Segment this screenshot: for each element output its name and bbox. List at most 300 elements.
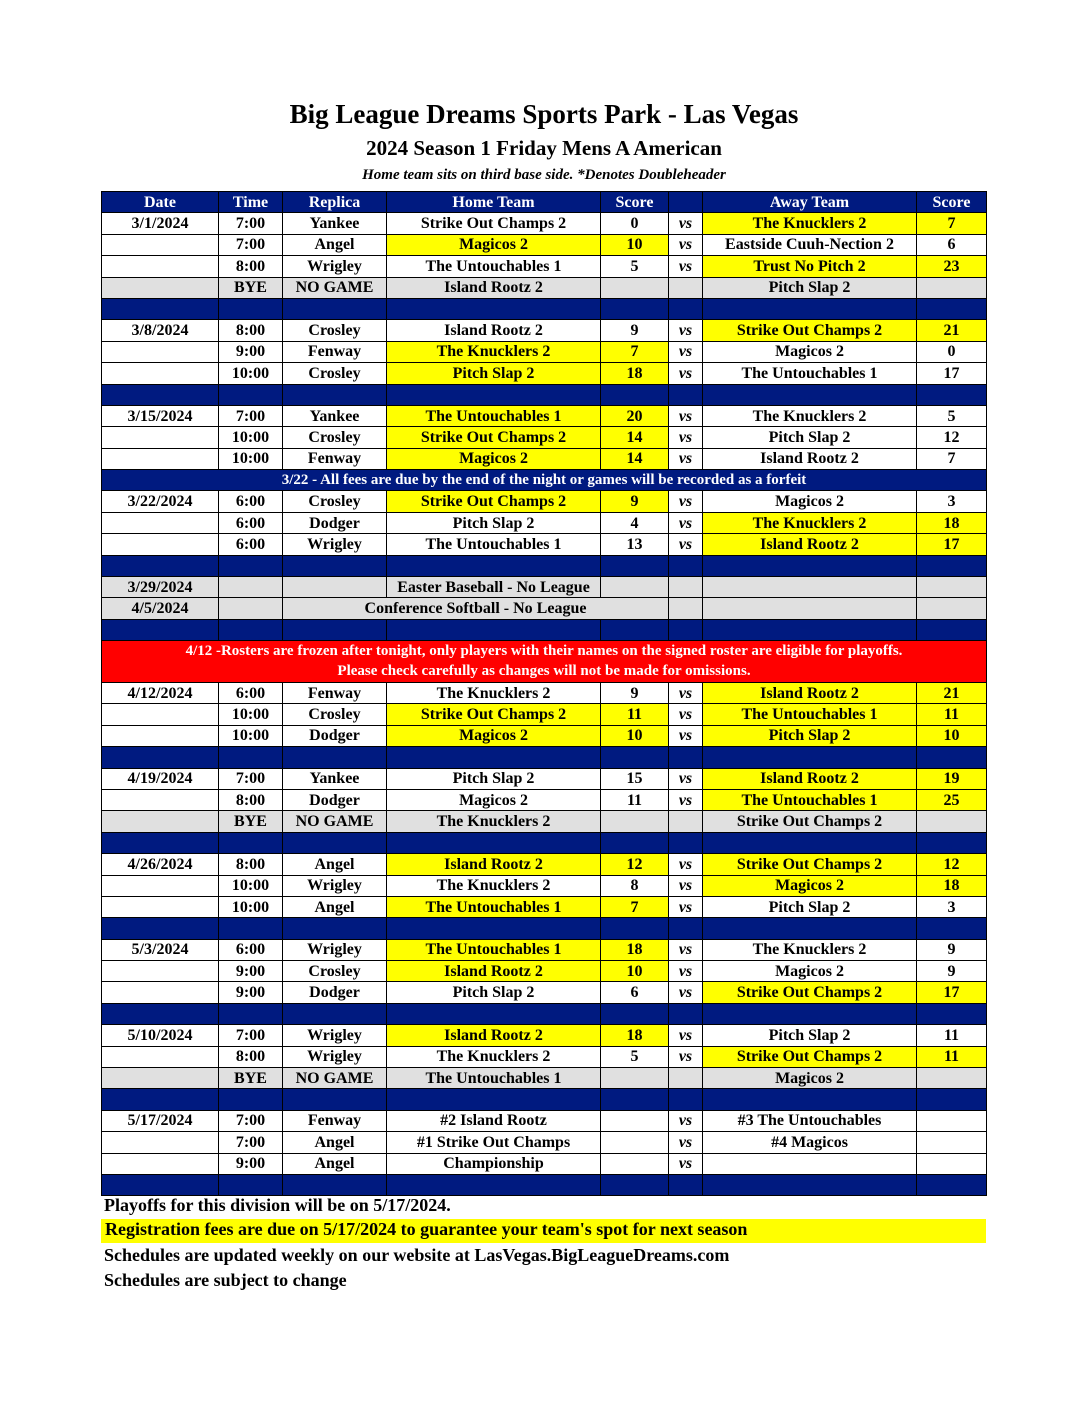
home-team-cell: The Knucklers 2	[387, 875, 601, 896]
home-score-cell: 10	[601, 961, 669, 982]
away-team-cell: The Knucklers 2	[703, 213, 917, 234]
replica-cell: Fenway	[283, 448, 387, 469]
time-cell: 7:00	[219, 213, 283, 234]
replica-cell: Yankee	[283, 405, 387, 426]
time-cell: 10:00	[219, 427, 283, 448]
game-row	[102, 341, 987, 362]
home-team-cell: The Knucklers 2	[387, 341, 601, 362]
away-score-cell: 23	[917, 256, 987, 277]
home-team-cell: Island Rootz 2	[387, 320, 601, 341]
vs-cell: vs	[669, 875, 703, 896]
date-cell	[102, 534, 219, 555]
replica-cell: Angel	[283, 1132, 387, 1153]
home-team-cell: Pitch Slap 2	[387, 363, 601, 384]
away-score-cell: 10	[917, 725, 987, 746]
vs-cell: vs	[669, 234, 703, 255]
time-cell: 9:00	[219, 1153, 283, 1174]
separator-cell	[219, 747, 283, 768]
time-cell: 10:00	[219, 704, 283, 725]
away-team-cell: Strike Out Champs 2	[703, 811, 917, 832]
separator-cell	[601, 747, 669, 768]
away-score-cell: 21	[917, 682, 987, 703]
home-score-cell	[601, 277, 669, 298]
vs-cell: vs	[669, 1132, 703, 1153]
separator-cell	[283, 619, 387, 640]
away-team-cell: Island Rootz 2	[703, 534, 917, 555]
footer-playoffs-note: Playoffs for this division will be on 5/17/2024.	[104, 1195, 451, 1215]
vs-cell	[669, 277, 703, 298]
separator-cell	[669, 832, 703, 853]
separator-cell	[601, 832, 669, 853]
date-cell	[102, 363, 219, 384]
separator-cell	[601, 619, 669, 640]
date-cell	[102, 811, 219, 832]
time-cell: 6:00	[219, 491, 283, 512]
home-team-cell: The Knucklers 2	[387, 811, 601, 832]
replica-cell: Wrigley	[283, 256, 387, 277]
bye-row	[102, 277, 987, 298]
date-cell	[102, 1046, 219, 1067]
date-cell	[102, 512, 219, 533]
separator-cell	[601, 1089, 669, 1110]
home-score-cell: 5	[601, 256, 669, 277]
separator-cell	[283, 1089, 387, 1110]
col-header-vs	[669, 192, 703, 213]
date-cell	[102, 341, 219, 362]
vs-cell: vs	[669, 534, 703, 555]
vs-cell: vs	[669, 405, 703, 426]
schedule-body	[102, 213, 987, 1196]
home-score-cell	[601, 1132, 669, 1153]
vs-cell: vs	[669, 982, 703, 1003]
away-team-cell: The Untouchables 1	[703, 363, 917, 384]
replica-cell: Crosley	[283, 704, 387, 725]
away-score-cell: 9	[917, 961, 987, 982]
vs-cell: vs	[669, 961, 703, 982]
separator-cell	[703, 384, 917, 405]
home-score-cell: 8	[601, 875, 669, 896]
separator-row	[102, 298, 987, 319]
home-team-note: Home team sits on third base side. *Denotes Doubleheader	[362, 167, 726, 183]
vs-cell: vs	[669, 939, 703, 960]
replica-cell: Dodger	[283, 512, 387, 533]
separator-cell	[219, 1174, 283, 1195]
vs-cell: vs	[669, 768, 703, 789]
time-cell: 6:00	[219, 939, 283, 960]
bye-row	[102, 811, 987, 832]
date-cell: 4/19/2024	[102, 768, 219, 789]
date-cell	[102, 427, 219, 448]
date-cell: 5/3/2024	[102, 939, 219, 960]
time-cell: 7:00	[219, 1132, 283, 1153]
separator-cell	[102, 1003, 219, 1024]
separator-row	[102, 832, 987, 853]
replica-cell: Crosley	[283, 961, 387, 982]
away-team-cell: #4 Magicos	[703, 1132, 917, 1153]
home-score-cell: 15	[601, 768, 669, 789]
home-team-cell: Championship	[387, 1153, 601, 1174]
away-score-cell	[917, 1153, 987, 1174]
separator-cell	[387, 747, 601, 768]
away-team-cell: #3 The Untouchables	[703, 1110, 917, 1131]
away-team-cell: Magicos 2	[703, 341, 917, 362]
date-cell: 4/26/2024	[102, 854, 219, 875]
away-team-cell: Island Rootz 2	[703, 768, 917, 789]
vs-cell: vs	[669, 341, 703, 362]
home-team-cell: Pitch Slap 2	[387, 982, 601, 1003]
separator-cell	[102, 918, 219, 939]
time-cell: 7:00	[219, 1110, 283, 1131]
separator-cell	[669, 1003, 703, 1024]
separator-cell	[219, 832, 283, 853]
time-cell: 6:00	[219, 534, 283, 555]
separator-cell	[917, 1174, 987, 1195]
date-cell	[102, 704, 219, 725]
away-score-cell: 11	[917, 704, 987, 725]
separator-cell	[917, 555, 987, 576]
playoff-game-row	[102, 1153, 987, 1174]
home-score-cell: 10	[601, 234, 669, 255]
vs-cell: vs	[669, 320, 703, 341]
separator-cell	[703, 555, 917, 576]
game-row	[102, 982, 987, 1003]
time-cell: 8:00	[219, 1046, 283, 1067]
separator-cell	[917, 1089, 987, 1110]
vs-cell	[669, 811, 703, 832]
separator-cell	[669, 298, 703, 319]
away-score-cell	[917, 1110, 987, 1131]
time-cell: 10:00	[219, 448, 283, 469]
game-row	[102, 896, 987, 917]
separator-cell	[102, 384, 219, 405]
replica-cell: Crosley	[283, 427, 387, 448]
separator-cell	[669, 1089, 703, 1110]
separator-cell	[703, 1089, 917, 1110]
date-cell	[102, 1068, 219, 1089]
away-score-cell: 17	[917, 982, 987, 1003]
home-score-cell: 9	[601, 320, 669, 341]
replica-cell: NO GAME	[283, 1068, 387, 1089]
roster-notice-text: Please check carefully as changes will not be made for omissions.	[102, 662, 987, 683]
footer-website-note: Schedules are updated weekly on our website at LasVegas.BigLeagueDreams.com	[104, 1245, 730, 1265]
vs-cell: vs	[669, 448, 703, 469]
separator-cell	[917, 832, 987, 853]
away-team-cell	[703, 598, 917, 619]
game-row	[102, 234, 987, 255]
time-cell: 9:00	[219, 982, 283, 1003]
vs-cell: vs	[669, 789, 703, 810]
away-score-cell: 25	[917, 789, 987, 810]
separator-cell	[387, 918, 601, 939]
separator-cell	[219, 384, 283, 405]
vs-cell: vs	[669, 682, 703, 703]
away-team-cell: The Knucklers 2	[703, 939, 917, 960]
replica-cell: Angel	[283, 896, 387, 917]
separator-cell	[703, 619, 917, 640]
home-score-cell	[601, 1068, 669, 1089]
home-score-cell: 10	[601, 725, 669, 746]
game-row	[102, 789, 987, 810]
replica-cell: Wrigley	[283, 1025, 387, 1046]
separator-cell	[703, 1174, 917, 1195]
date-cell	[102, 234, 219, 255]
no-league-text: Conference Softball - No League	[283, 598, 669, 619]
date-cell	[102, 896, 219, 917]
time-cell: BYE	[219, 277, 283, 298]
away-score-cell: 18	[917, 512, 987, 533]
away-score-cell: 0	[917, 341, 987, 362]
away-team-cell: Strike Out Champs 2	[703, 1046, 917, 1067]
date-cell	[102, 1132, 219, 1153]
game-row	[102, 363, 987, 384]
separator-cell	[669, 555, 703, 576]
away-team-cell: Pitch Slap 2	[703, 1025, 917, 1046]
date-cell	[102, 1153, 219, 1174]
date-cell	[102, 875, 219, 896]
separator-cell	[669, 918, 703, 939]
time-cell: 9:00	[219, 961, 283, 982]
separator-cell	[283, 1174, 387, 1195]
away-score-cell: 11	[917, 1046, 987, 1067]
separator-cell	[703, 747, 917, 768]
home-score-cell	[601, 811, 669, 832]
game-row	[102, 875, 987, 896]
separator-cell	[917, 384, 987, 405]
game-row	[102, 725, 987, 746]
separator-cell	[917, 619, 987, 640]
away-team-cell: Pitch Slap 2	[703, 277, 917, 298]
away-score-cell: 19	[917, 768, 987, 789]
game-row	[102, 405, 987, 426]
date-cell: 3/8/2024	[102, 320, 219, 341]
away-team-cell: The Untouchables 1	[703, 704, 917, 725]
game-row	[102, 320, 987, 341]
date-cell: 3/29/2024	[102, 577, 219, 598]
home-score-cell: 14	[601, 448, 669, 469]
replica-cell: Wrigley	[283, 875, 387, 896]
replica-cell: NO GAME	[283, 277, 387, 298]
replica-cell: Angel	[283, 854, 387, 875]
home-score-cell: 7	[601, 341, 669, 362]
game-row	[102, 854, 987, 875]
away-score-cell: 7	[917, 213, 987, 234]
home-team-cell: The Untouchables 1	[387, 939, 601, 960]
vs-cell: vs	[669, 491, 703, 512]
away-score-cell: 18	[917, 875, 987, 896]
home-score-cell: 7	[601, 896, 669, 917]
game-row	[102, 512, 987, 533]
away-team-cell: Magicos 2	[703, 491, 917, 512]
page-subtitle: 2024 Season 1 Friday Mens A American	[366, 136, 722, 160]
fee-notice-row	[102, 470, 987, 491]
game-row	[102, 491, 987, 512]
game-row	[102, 682, 987, 703]
vs-cell: vs	[669, 854, 703, 875]
separator-cell	[387, 555, 601, 576]
game-row	[102, 448, 987, 469]
separator-cell	[283, 555, 387, 576]
home-score-cell: 5	[601, 1046, 669, 1067]
home-score-cell: 9	[601, 682, 669, 703]
separator-cell	[102, 832, 219, 853]
vs-cell: vs	[669, 363, 703, 384]
home-team-cell: The Untouchables 1	[387, 256, 601, 277]
home-team-cell: Strike Out Champs 2	[387, 427, 601, 448]
vs-cell	[669, 577, 703, 598]
away-score-cell	[917, 1132, 987, 1153]
page-title: Big League Dreams Sports Park - Las Vegas	[289, 99, 799, 129]
away-team-cell: Pitch Slap 2	[703, 427, 917, 448]
vs-cell	[669, 598, 703, 619]
away-score-cell: 17	[917, 534, 987, 555]
vs-cell: vs	[669, 704, 703, 725]
home-score-cell	[601, 577, 669, 598]
date-cell	[102, 961, 219, 982]
away-score-cell: 6	[917, 234, 987, 255]
away-team-cell	[703, 577, 917, 598]
home-team-cell: The Knucklers 2	[387, 682, 601, 703]
away-score-cell: 9	[917, 939, 987, 960]
separator-row	[102, 555, 987, 576]
replica-cell: Dodger	[283, 789, 387, 810]
game-row	[102, 534, 987, 555]
home-team-cell: The Untouchables 1	[387, 405, 601, 426]
footer-registration-note: Registration fees are due on 5/17/2024 to guarantee your team's spot for next season	[101, 1219, 986, 1243]
no-league-text: Easter Baseball - No League	[387, 577, 601, 598]
home-team-cell: The Untouchables 1	[387, 896, 601, 917]
replica-cell: Angel	[283, 1153, 387, 1174]
col-header-home-score: Score	[601, 192, 669, 213]
home-team-cell: Island Rootz 2	[387, 961, 601, 982]
home-team-cell: Magicos 2	[387, 448, 601, 469]
replica-cell: Crosley	[283, 320, 387, 341]
home-team-cell: Magicos 2	[387, 234, 601, 255]
separator-row	[102, 384, 987, 405]
time-cell: 6:00	[219, 682, 283, 703]
fee-notice-text: 3/22 - All fees are due by the end of the night or games will be recorded as a forfeit	[102, 470, 987, 491]
separator-row	[102, 1089, 987, 1110]
away-team-cell: Pitch Slap 2	[703, 725, 917, 746]
time-cell: 8:00	[219, 789, 283, 810]
date-cell: 3/1/2024	[102, 213, 219, 234]
date-cell: 5/17/2024	[102, 1110, 219, 1131]
replica-cell: Wrigley	[283, 939, 387, 960]
time-cell: 10:00	[219, 896, 283, 917]
separator-cell	[102, 1089, 219, 1110]
separator-cell	[917, 747, 987, 768]
replica-cell: Dodger	[283, 725, 387, 746]
game-row	[102, 961, 987, 982]
replica-cell: Crosley	[283, 491, 387, 512]
away-team-cell: Trust No Pitch 2	[703, 256, 917, 277]
table-header-row	[102, 192, 987, 213]
replica-cell: Yankee	[283, 768, 387, 789]
separator-cell	[601, 384, 669, 405]
date-cell	[102, 448, 219, 469]
date-cell	[102, 277, 219, 298]
separator-cell	[219, 1089, 283, 1110]
replica-cell: Fenway	[283, 682, 387, 703]
separator-cell	[387, 1174, 601, 1195]
date-cell	[102, 256, 219, 277]
separator-cell	[601, 555, 669, 576]
away-score-cell: 17	[917, 363, 987, 384]
footer-change-note: Schedules are subject to change	[104, 1270, 347, 1290]
separator-cell	[283, 747, 387, 768]
game-row	[102, 939, 987, 960]
separator-cell	[669, 1174, 703, 1195]
separator-cell	[102, 619, 219, 640]
time-cell: 8:00	[219, 854, 283, 875]
date-cell: 4/12/2024	[102, 682, 219, 703]
separator-cell	[669, 619, 703, 640]
away-score-cell: 11	[917, 1025, 987, 1046]
time-cell: 10:00	[219, 725, 283, 746]
separator-cell	[387, 1089, 601, 1110]
separator-row	[102, 619, 987, 640]
separator-cell	[669, 747, 703, 768]
home-score-cell: 11	[601, 789, 669, 810]
away-score-cell: 12	[917, 427, 987, 448]
home-team-cell: Magicos 2	[387, 789, 601, 810]
home-team-cell: #1 Strike Out Champs	[387, 1132, 601, 1153]
home-score-cell: 11	[601, 704, 669, 725]
replica-cell: Wrigley	[283, 1046, 387, 1067]
replica-cell: Fenway	[283, 341, 387, 362]
away-score-cell	[917, 811, 987, 832]
replica-cell: Fenway	[283, 1110, 387, 1131]
playoff-game-row	[102, 1132, 987, 1153]
separator-cell	[219, 298, 283, 319]
separator-cell	[601, 1174, 669, 1195]
game-row	[102, 704, 987, 725]
separator-cell	[703, 918, 917, 939]
time-cell: 7:00	[219, 1025, 283, 1046]
home-team-cell: Strike Out Champs 2	[387, 491, 601, 512]
separator-cell	[283, 384, 387, 405]
separator-cell	[283, 1003, 387, 1024]
separator-cell	[703, 298, 917, 319]
away-score-cell: 7	[917, 448, 987, 469]
home-team-cell: Pitch Slap 2	[387, 512, 601, 533]
time-cell: 10:00	[219, 875, 283, 896]
no-league-row	[102, 598, 987, 619]
time-cell: 8:00	[219, 320, 283, 341]
home-score-cell	[601, 1110, 669, 1131]
vs-cell: vs	[669, 896, 703, 917]
home-score-cell: 9	[601, 491, 669, 512]
away-team-cell: Strike Out Champs 2	[703, 982, 917, 1003]
replica-cell: NO GAME	[283, 811, 387, 832]
separator-cell	[387, 832, 601, 853]
separator-cell	[387, 1003, 601, 1024]
away-score-cell: 5	[917, 405, 987, 426]
date-cell: 4/5/2024	[102, 598, 219, 619]
replica-cell: Yankee	[283, 213, 387, 234]
separator-cell	[219, 1003, 283, 1024]
home-team-cell: Island Rootz 2	[387, 854, 601, 875]
no-league-row	[102, 577, 987, 598]
time-cell: 10:00	[219, 363, 283, 384]
col-header-replica: Replica	[283, 192, 387, 213]
vs-cell: vs	[669, 1025, 703, 1046]
vs-cell: vs	[669, 1046, 703, 1067]
away-team-cell: Pitch Slap 2	[703, 896, 917, 917]
date-cell	[102, 789, 219, 810]
home-team-cell: The Untouchables 1	[387, 534, 601, 555]
replica-cell: Angel	[283, 234, 387, 255]
separator-cell	[601, 298, 669, 319]
